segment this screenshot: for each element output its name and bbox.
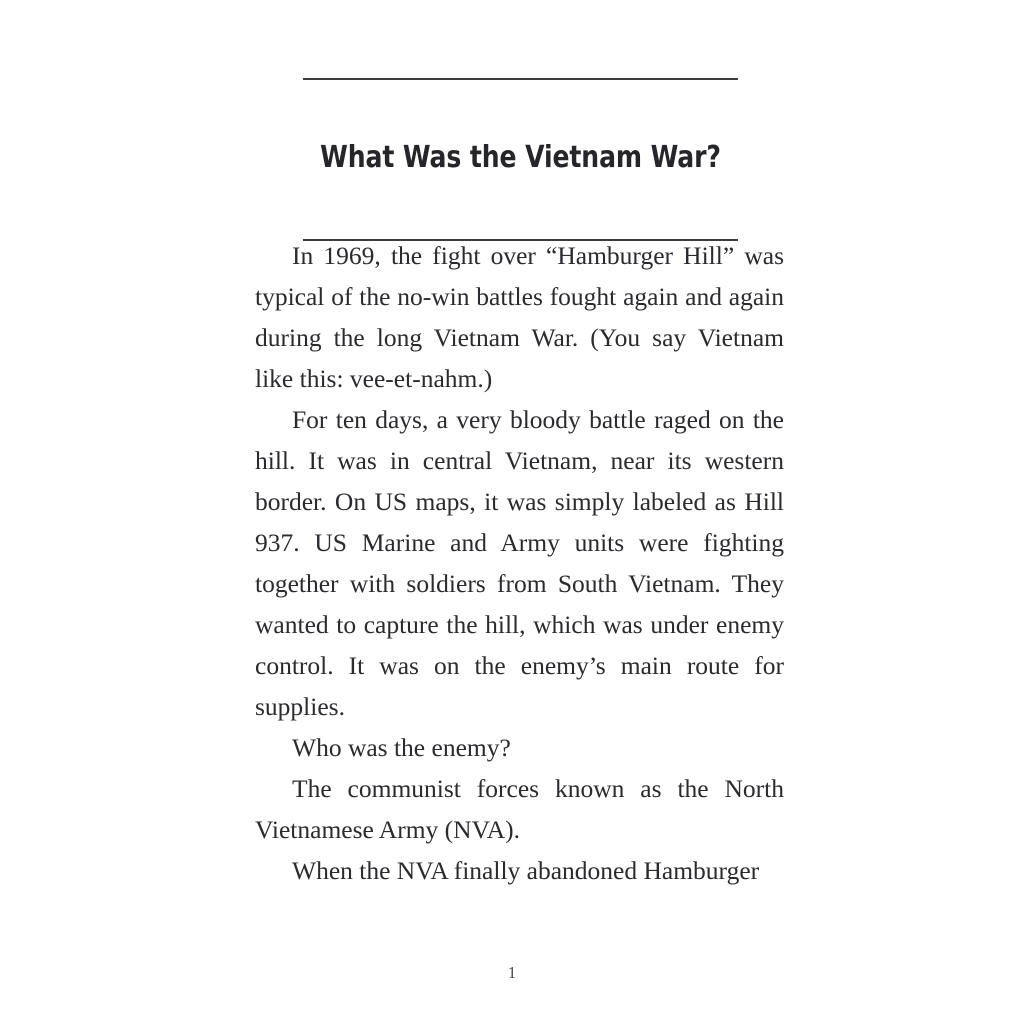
body-text: [255, 235, 784, 891]
body-paragraph: In 1969, the fight over “Hamburger Hill” was typical of the no-win battles fought again and again during the long Vietnam War. (You say Vietnam like this: vee-et-nahm.): [255, 241, 784, 393]
chapter-title: What Was the Vietnam War?: [320, 140, 721, 176]
body-paragraph: When the NVA finally abandoned Hamburger: [292, 856, 760, 885]
body-paragraph: For ten days, a very bloody battle raged on the hill. It was in central Vietnam, near its western border. On US maps, it was simply labeled as Hill 937. US Marine and Army units were fighting together with soldiers from South Vietnam. They wanted to capture the hill, which was under enemy control. It was on the enemy’s main route for supplies.: [255, 405, 784, 721]
body-paragraph: Who was the enemy?: [292, 733, 511, 762]
body-paragraph: The communist forces known as the North Vietnamese Army (NVA).: [255, 774, 784, 844]
page-number: 1: [507, 963, 517, 982]
chapter-rule-top: [303, 78, 738, 80]
chapter-header: [303, 78, 738, 241]
